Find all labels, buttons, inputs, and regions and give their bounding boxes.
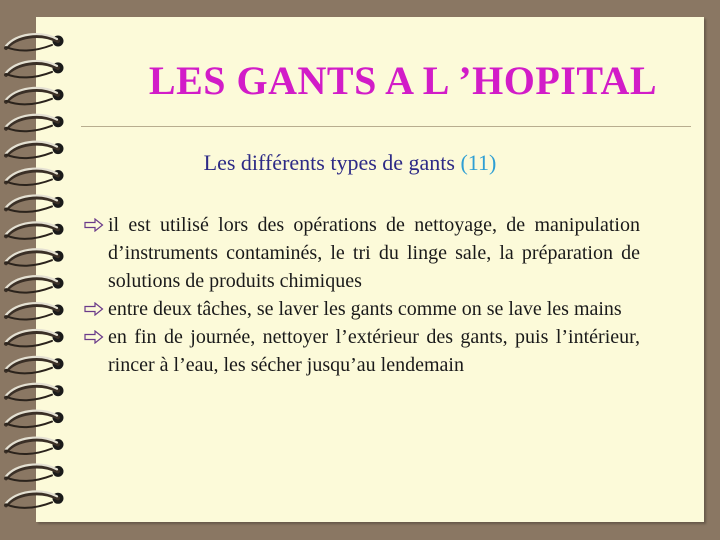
subtitle-text: Les différents types de gants (203, 150, 455, 175)
spiral-ring-icon (6, 330, 64, 346)
spiral-ring-icon (6, 222, 64, 238)
spiral-ring-icon (6, 249, 64, 265)
spiral-ring-icon (6, 61, 64, 77)
spiral-ring-icon (6, 491, 64, 507)
bullet-item (84, 295, 640, 323)
spiral-ring-icon (6, 303, 64, 319)
spiral-ring-icon (6, 195, 64, 211)
bullet-list (84, 211, 640, 379)
bullet-item (84, 323, 640, 379)
spiral-ring-icon (6, 88, 64, 104)
spiral-ring-icon (6, 34, 64, 50)
spiral-ring-icon (6, 464, 64, 480)
spiral-ring-icon (6, 357, 64, 373)
spiral-ring-icon (6, 142, 64, 158)
hollow-arrow-right-icon (84, 330, 104, 344)
spiral-ring-icon (6, 115, 64, 131)
spiral-ring-icon (6, 411, 64, 427)
bullet-text: en fin de journée, nettoyer l’extérieur des gants, puis l’intérieur, rincer à l’eau, les sécher jusqu’au lendemain (108, 326, 640, 376)
hollow-arrow-right-icon (84, 302, 104, 316)
spiral-ring-icon (6, 384, 64, 400)
bullet-text: entre deux tâches, se laver les gants comme on se lave les mains (108, 298, 622, 320)
spiral-ring-icon (6, 276, 64, 292)
hollow-arrow-right-icon (84, 218, 104, 232)
subtitle-number: (11) (460, 150, 497, 175)
slide-title: LES GANTS A L ’HOPITAL (148, 58, 658, 103)
bullet-text: il est utilisé lors des opérations de nettoyage, de manipulation d’instruments contaminés, le tri du linge sale, la préparation de solutions de produits chimiques (108, 214, 640, 292)
spiral-binding (0, 0, 80, 540)
bullet-item (84, 211, 640, 295)
slide-subtitle (80, 150, 620, 176)
title-divider (81, 126, 691, 127)
spiral-ring-icon (6, 438, 64, 454)
spiral-ring-icon (6, 169, 64, 185)
